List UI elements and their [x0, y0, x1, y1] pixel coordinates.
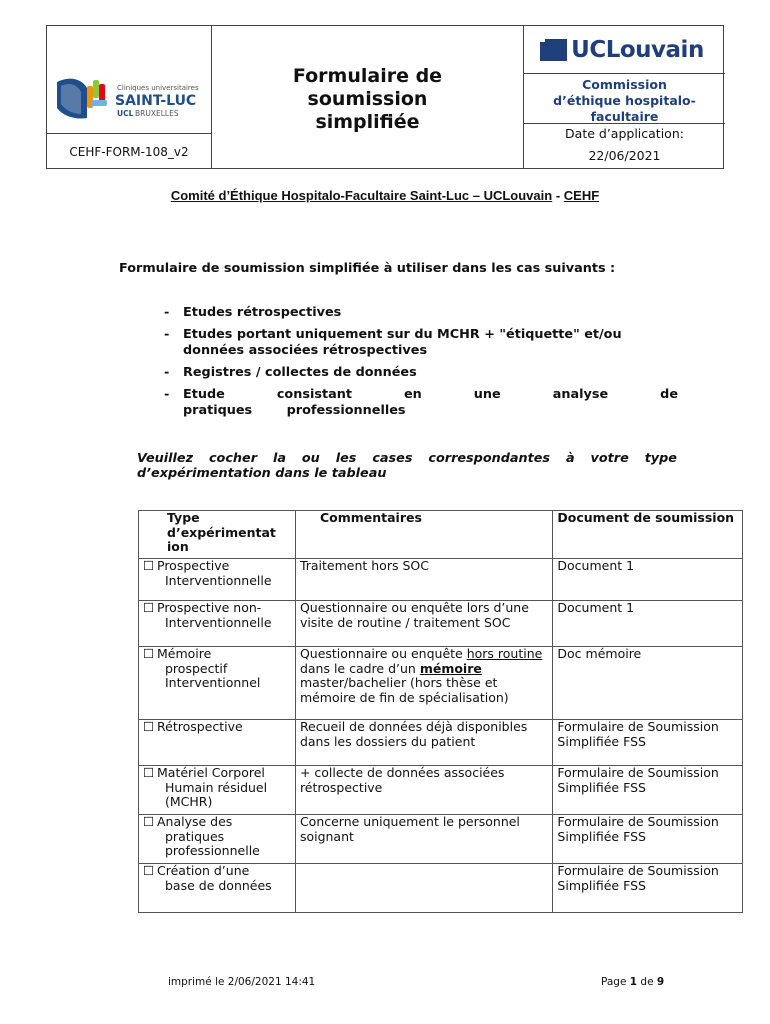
document-cell: Document 1	[553, 601, 743, 647]
comment-cell: + collecte de données associées rétrospective	[295, 766, 552, 815]
comment-cell: Traitement hors SOC	[295, 559, 552, 601]
page-title	[212, 26, 523, 169]
title-line: soumission	[307, 88, 428, 110]
table-header-row	[139, 511, 743, 559]
document-cell: Formulaire de Soumission Simplifiée FSS	[553, 766, 743, 815]
commission-line: d’éthique hospitalo-	[553, 93, 696, 108]
commission-line: Commission	[582, 77, 667, 92]
table-row	[139, 766, 743, 815]
print-date: imprimé le 2/06/2021 14:41	[168, 976, 316, 988]
type-cell[interactable]: ☐ Matériel Corporel Humain résiduel (MCHR)	[139, 766, 296, 815]
table-row	[139, 815, 743, 864]
checkbox-icon[interactable]: ☐	[143, 765, 155, 780]
form-code: CEHF-FORM-108_v2	[69, 145, 189, 159]
title-line: Formulaire de	[292, 65, 443, 87]
comment-cell: Questionnaire ou enquête hors routine dans le cadre d’un mémoire master/bachelier (hors thèse et mémoire de fin de spécialisation)	[295, 647, 552, 720]
column-header-comments: Commentaires	[295, 511, 552, 559]
saint-luc-ucl: UCL	[117, 109, 134, 118]
use-case-list	[164, 305, 678, 425]
list-item: - Etudes portant uniquement sur du MCHR + "étiquette" et/ou données associées rétrospectives	[164, 327, 622, 358]
application-date	[524, 123, 725, 169]
checkbox-icon[interactable]: ☐	[143, 646, 155, 661]
checkbox-icon[interactable]: ☐	[143, 863, 155, 878]
commission-name	[524, 74, 725, 123]
date-label: Date d’application:	[565, 126, 684, 141]
committee-heading	[0, 188, 770, 203]
committee-separator: -	[552, 188, 564, 203]
uclouvain-mark-icon	[545, 39, 567, 61]
document-cell: Formulaire de Soumission Simplifiée FSS	[553, 864, 743, 913]
instruction-text: Veuillez cocher la ou les cases correspondantes à votre type d’expérimentation dans le tableau	[137, 451, 677, 481]
list-item: - Etude consistant en une analyse de pratiques professionnelles	[164, 387, 678, 418]
list-item: - Etudes rétrospectives	[164, 305, 342, 320]
comment-cell	[295, 864, 552, 913]
type-cell[interactable]: ☐ Prospective Interventionnelle	[139, 559, 296, 601]
saint-luc-name: SAINT-LUC	[115, 93, 197, 109]
table-row	[139, 647, 743, 720]
document-cell: Formulaire de Soumission Simplifiée FSS	[553, 720, 743, 766]
saint-luc-city: BRUXELLES	[135, 109, 179, 118]
type-cell[interactable]: ☐ Création d’une base de données	[139, 864, 296, 913]
comment-cell: Recueil de données déjà disponibles dans les dossiers du patient	[295, 720, 552, 766]
intro-text: Formulaire de soumission simplifiée à utiliser dans les cas suivants :	[119, 261, 616, 276]
type-cell[interactable]: ☐ Mémoire prospectif Interventionnel	[139, 647, 296, 720]
column-header-type: Type d’expérimentat ion	[139, 511, 296, 559]
uclouvain-logo	[524, 26, 725, 73]
type-cell[interactable]: ☐ Rétrospective	[139, 720, 296, 766]
document-header	[46, 25, 724, 169]
uclouvain-wordmark: UCLouvain	[571, 36, 704, 63]
type-cell[interactable]: ☐ Analyse des pratiques professionnelle	[139, 815, 296, 864]
experimentation-table	[138, 510, 743, 913]
table-row	[139, 864, 743, 913]
committee-name: Comité d’Éthique Hospitalo-Facultaire Saint-Luc – UCLouvain	[170, 188, 553, 203]
column-header-document: Document de soumission	[553, 511, 743, 559]
saint-luc-subtitle: Cliniques universitaires	[117, 84, 199, 92]
type-cell[interactable]: ☐ Prospective non- Interventionnelle	[139, 601, 296, 647]
document-cell: Doc mémoire	[553, 647, 743, 720]
committee-acronym: CEHF	[563, 188, 600, 203]
comment-cell: Concerne uniquement le personnel soignant	[295, 815, 552, 864]
comment-cell: Questionnaire ou enquête lors d’une visite de routine / traitement SOC	[295, 601, 552, 647]
title-line: simplifiée	[315, 111, 420, 133]
commission-line: facultaire	[590, 109, 659, 124]
checkbox-icon[interactable]: ☐	[143, 600, 155, 615]
page-number: Page 1 de 9	[601, 976, 665, 988]
checkbox-icon[interactable]: ☐	[143, 814, 155, 829]
checkbox-icon[interactable]: ☐	[143, 558, 155, 573]
document-cell: Formulaire de Soumission Simplifiée FSS	[553, 815, 743, 864]
checkbox-icon[interactable]: ☐	[143, 719, 155, 734]
list-item: - Registres / collectes de données	[164, 365, 417, 380]
table-row	[139, 559, 743, 601]
document-cell: Document 1	[553, 559, 743, 601]
table-row	[139, 601, 743, 647]
table-row	[139, 720, 743, 766]
saint-luc-logo	[51, 74, 209, 122]
date-value: 22/06/2021	[588, 148, 661, 163]
